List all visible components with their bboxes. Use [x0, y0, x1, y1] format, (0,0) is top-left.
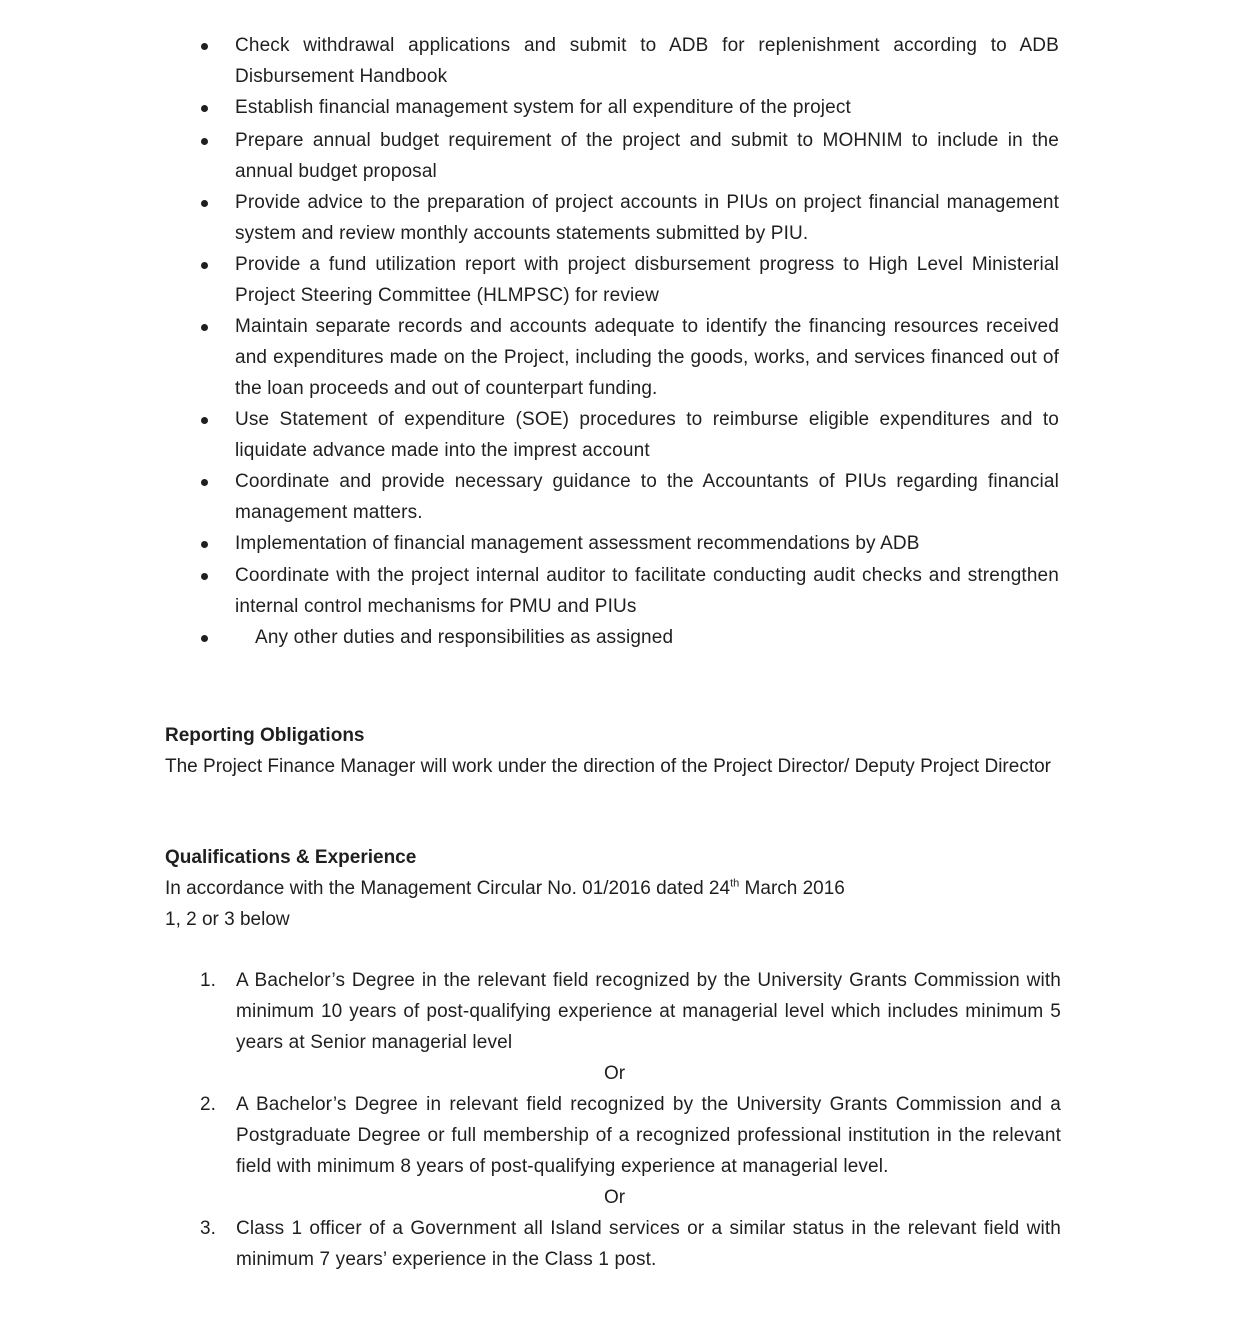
circular-reference: [165, 873, 1061, 904]
list-item: [0, 249, 1241, 311]
list-item: [0, 187, 1241, 249]
duty-text: Provide advice to the preparation of project accounts in PIUs on project financial management system and review monthly accounts statements submitted by PIU.: [235, 192, 1059, 244]
duty-text: Implementation of financial management assessment recommendations by ADB: [235, 533, 920, 554]
bullet-icon: [201, 324, 208, 331]
duty-text: Check withdrawal applications and submit to ADB for replenishment according to ADB Disbursement Handbook: [235, 35, 1059, 87]
reporting-body: The Project Finance Manager will work under the direction of the Project Director/ Deputy Project Director: [165, 756, 1051, 777]
qualification-text: Class 1 officer of a Government all Island services or a similar status in the relevant field with minimum 7 years’ experience in the Class 1 post.: [236, 1218, 1061, 1270]
duty-text: Use Statement of expenditure (SOE) procedures to reimburse eligible expenditures and to liquidate advance made into the imprest account: [235, 409, 1059, 461]
list-item: [0, 1213, 1241, 1275]
item-number: 2.: [200, 1094, 216, 1115]
circular-suffix: March 2016: [739, 878, 845, 899]
qualification-options-list: [0, 965, 1241, 1275]
or-separator: Or: [603, 1063, 626, 1084]
bullet-icon: [201, 573, 208, 580]
or-separator-row: [0, 1182, 1241, 1213]
qualifications-heading: Qualifications & Experience: [165, 847, 417, 868]
duty-text: Provide a fund utilization report with project disbursement progress to High Level Ministerial Project Steering Committee (HLMPSC) for review: [235, 254, 1059, 306]
list-item: [0, 1089, 1241, 1182]
duty-text: Establish financial management system for all expenditure of the project: [235, 97, 851, 118]
duty-text: Coordinate with the project internal auditor to facilitate conducting audit checks and strengthen internal control mechanisms for PMU and PIUs: [235, 565, 1059, 617]
item-number: 3.: [200, 1218, 216, 1239]
list-item: [0, 125, 1241, 187]
circular-prefix: In accordance with the Management Circular No. 01/2016 dated 24: [165, 878, 731, 899]
or-separator: Or: [603, 1187, 626, 1208]
list-item: [0, 404, 1241, 466]
options-line: 1, 2 or 3 below: [165, 909, 290, 930]
duty-text: Prepare annual budget requirement of the project and submit to MOHNIM to include in the annual budget proposal: [235, 130, 1059, 182]
list-item: [0, 92, 1241, 125]
duty-text: Maintain separate records and accounts adequate to identify the financing resources received and expenditures made on the Project, including the goods, works, and services financed out of the loan proceeds and out of counterpart funding.: [235, 316, 1059, 399]
duty-text: Coordinate and provide necessary guidance to the Accountants of PIUs regarding financial management matters.: [235, 471, 1059, 523]
item-number: 1.: [200, 970, 216, 991]
bullet-icon: [201, 417, 208, 424]
qualifications-section: [165, 842, 1061, 935]
list-item: [0, 622, 1241, 654]
bullet-icon: [201, 479, 208, 486]
list-item: [0, 965, 1241, 1058]
duty-text: Any other duties and responsibilities as assigned: [255, 627, 674, 648]
bullet-icon: [201, 105, 208, 112]
bullet-icon: [201, 635, 208, 642]
or-separator-row: [0, 1058, 1241, 1089]
bullet-icon: [201, 200, 208, 207]
list-item: [0, 30, 1241, 92]
list-item: [0, 311, 1241, 404]
list-item: [0, 466, 1241, 528]
duties-list: [0, 30, 1241, 654]
bullet-icon: [201, 541, 208, 548]
reporting-section: [165, 720, 1061, 782]
bullet-icon: [201, 138, 208, 145]
bullet-icon: [201, 43, 208, 50]
reporting-heading: Reporting Obligations: [165, 725, 365, 746]
bullet-icon: [201, 262, 208, 269]
list-item: [0, 528, 1241, 560]
list-item: [0, 560, 1241, 622]
qualification-text: A Bachelor’s Degree in relevant field recognized by the University Grants Commission and a Postgraduate Degree or full membership of a recognized professional institution in the relevant field with minimum 8 years of post-qualifying experience at managerial level.: [236, 1094, 1061, 1177]
qualification-text: A Bachelor’s Degree in the relevant field recognized by the University Grants Commission with minimum 10 years of post-qualifying experience at managerial level which includes minimum 5 years at Senior managerial level: [236, 970, 1061, 1053]
circular-superscript: th: [730, 877, 740, 890]
